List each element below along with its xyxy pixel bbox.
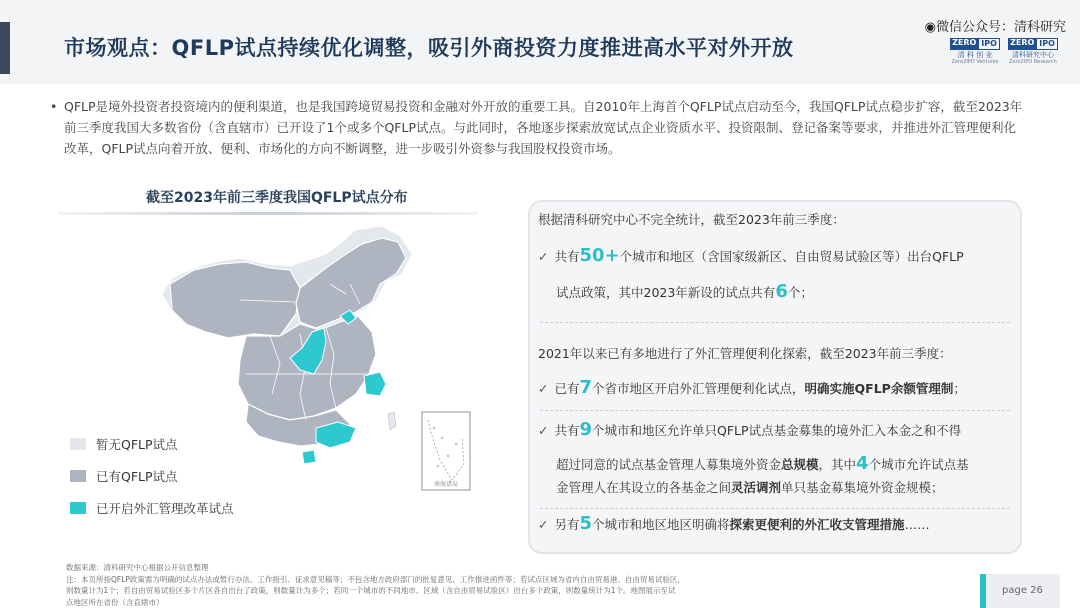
reform-item-total-scale: ✓ 共有9个城市和地区允许单只QFLP试点基金募集的境外汇入本金之和不得 [538,419,962,440]
reform-item-balance: ✓ 已有7个省市地区开启外汇管理便利化试点，明确实施QFLP余额管理制； [538,377,966,398]
page-title: 市场观点：QFLP试点持续优化调整，吸引外商投资力度推进高水平对外开放 [64,36,794,60]
zero2ipo-ventures-logo: ZERO IPO 清 科 创 业 Zero2IPO Ventures [951,38,999,65]
stat-item-cities-cont: 试点政策，其中2023年新设的试点共有6个； [556,281,813,302]
wechat-icon: ◉ [924,20,936,35]
reform-item-fx-measures: ✓ 另有5个城市和地区地区明确将探索更便利的外汇收支管理措施…… [538,513,930,534]
legend-item-fx-reform: 已开启外汇管理改革试点 [70,492,234,524]
intro-text: QFLP是境外投资者投资境内的便利渠道，也是我国跨境贸易投资和金融对外开放的重要工具。自2010年上海首个QFLP试点启动至今，我国QFLP试点稳步扩容，截至2023年前三季度我国大多数省份（含直辖市）已开设了1个或多个QFLP试点。与此同时，各地逐步探索放宽试点企业资质水平、投资限制、登记备案等要求，并推进外汇管理便利化改革，QFLP试点向着开放、便利、市场化的方向不断调整，进一步吸引外资参与我国股权投资市场。 [64,99,1023,156]
bullet-icon: • [50,99,58,114]
map-region-west [170,262,300,338]
legend-swatch-teal [70,502,86,514]
footnote-note-3: 点地区所在省份（含直辖市） [66,597,164,607]
page-number: page 26 [1002,585,1043,596]
section-divider [540,322,1010,323]
reform-item-total-scale-cont2: 金管理人在其设立的各基金之间灵活调剂单只基金募集境外资金规模； [556,480,944,495]
map-inset-frame [422,412,470,490]
stat-item-cities: ✓ 共有50+个城市和地区（含国家级新区、自由贸易试验区等）出台QFLP [538,245,964,266]
map-inset-label: 南海诸岛 [433,481,459,488]
check-icon: ✓ [538,517,549,532]
legend-item-has-pilot: 已有QFLP试点 [70,460,234,492]
footnote [66,562,846,608]
footnote-note-2: 则数量计为1个；若自由贸易试验区多个片区各自出台了政策，则数量计为多个；若同一个城市的不同地市、区域（含自由贸易试验区）出台多个政策，则数量统计为1个。地图展示至试 [66,586,676,595]
legend-swatch-light [70,438,86,450]
wechat-watermark: ◉微信公众号：清科研究 [924,20,1066,35]
reform-heading: 2021年以来已有多地进行了外汇管理便利化探索，截至2023年前三季度： [538,346,952,361]
map-reform-hainan [302,450,316,464]
stat-heading: 根据清科研究中心不完全统计，截至2023年前三季度： [538,212,845,227]
map-reform-shanghai-jiangsu [364,372,386,396]
map-title: 截至2023年前三季度我国QFLP试点分布 [146,190,408,206]
page-number-accent [980,574,986,608]
footnote-note-1: 注：本页所指QFLP政策需为明确的试点办法或暂行办法、工作指引、征求意见稿等；不包含地方政府部门的批复意见、工作推进函件等；若试点区域为省内自由贸易港、自由贸易试验区， [66,574,685,584]
check-icon: ✓ [538,249,549,264]
map-title-underline [58,212,478,215]
intro-paragraph [50,96,1024,159]
check-icon: ✓ [538,381,549,396]
section-divider [540,410,1010,411]
legend-item-no-pilot: 暂无QFLP试点 [70,428,234,460]
zero2ipo-research-logo: ZERO IPO 清科研究中心 Zero2IPO Research [1009,38,1057,65]
map-reform-guangdong [316,422,356,448]
check-icon: ✓ [538,423,549,438]
title-accent-bar [0,22,10,74]
logo-row [950,38,1058,65]
footnote-source: 数据来源：清科研究中心根据公开信息整理 [66,563,209,572]
map-taiwan [388,412,396,430]
map-legend [70,428,234,524]
legend-swatch-grey [70,470,86,482]
reform-item-total-scale-cont: 超过同意的试点基金管理人募集境外资金总规模，其中4个城市允许试点基 [556,453,969,474]
section-divider [540,508,1010,509]
